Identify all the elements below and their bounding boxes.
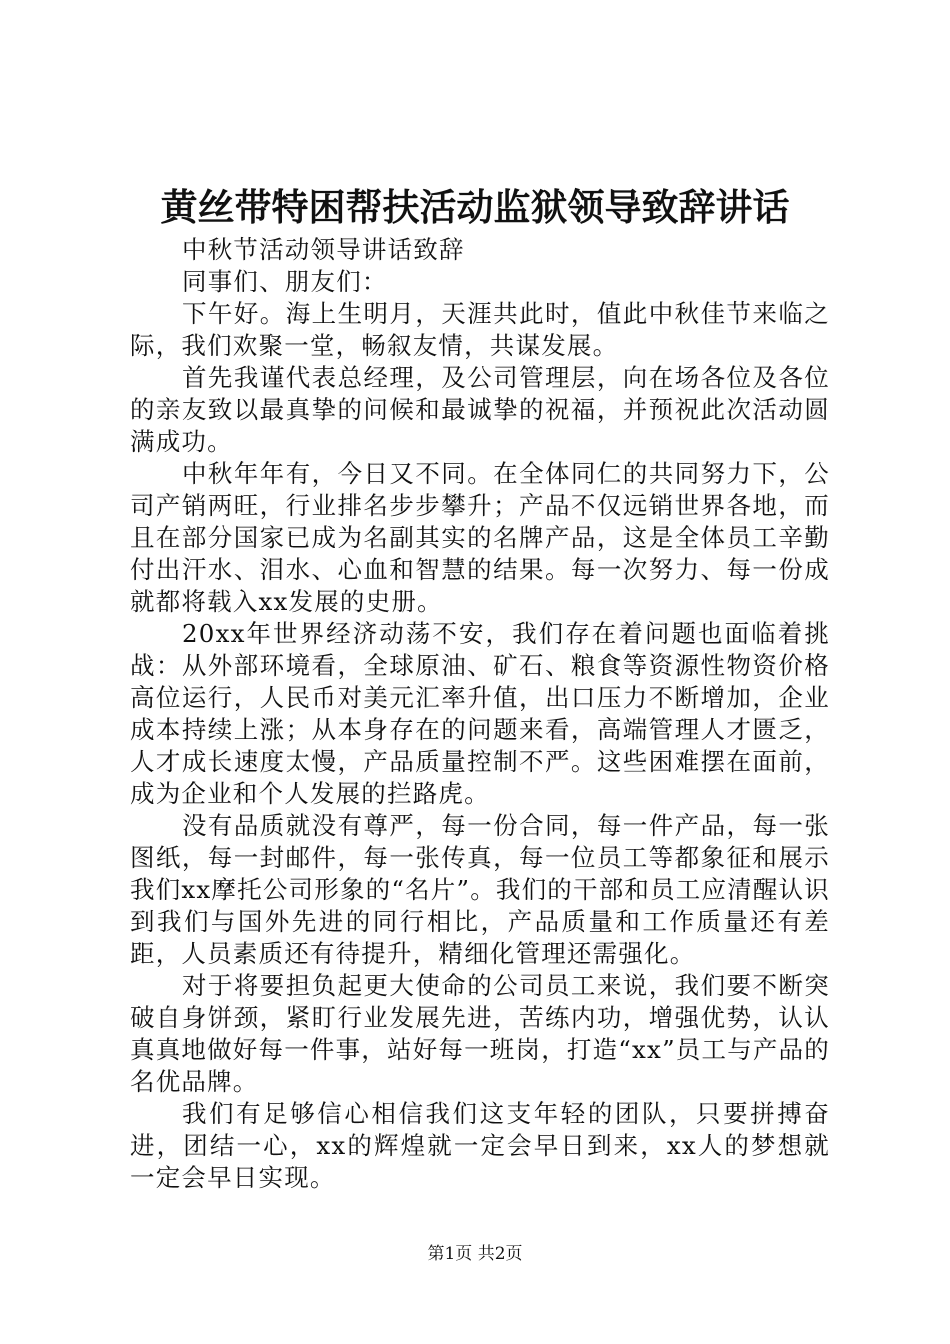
paragraph-mission: 对于将要担负起更大使命的公司员工来说，我们要不断突破自身饼颈，紧盯行业发展先进，苦练内功，增强优势，认认真真地做好每一件事，站好每一班岗，打造“xx”员工与产品的名优品牌。 <box>130 971 830 1096</box>
paragraph-thanks: 首先我谨代表总经理，及公司管理层，向在场各位及各位的亲友致以最真挚的问候和最诚挚的祝福，并预祝此次活动圆满成功。 <box>130 363 830 456</box>
paragraph-greeting: 下午好。海上生明月，天涯共此时，值此中秋佳节来临之际，我们欢聚一堂，畅叙友情，共谋发展。 <box>130 299 830 360</box>
paragraph-salutation: 同事们、朋友们： <box>182 267 388 296</box>
paragraph-subtitle: 中秋节活动领导讲话致辞 <box>182 235 465 264</box>
paragraph-confidence: 我们有足够信心相信我们这支年轻的团队，只要拼搏奋进，团结一心，xx的辉煌就一定会早日到来，xx人的梦想就一定会早日实现。 <box>130 1099 830 1192</box>
paragraph-challenges: 20xx年世界经济动荡不安，我们存在着问题也面临着挑战：从外部环境看，全球原油、矿石、粮食等资源性物资价格高位运行，人民币对美元汇率升值，出口压力不断增加，企业成本持续上涨；从本身存在的问题来看，高端管理人才匮乏，人才成长速度太慢，产品质量控制不严。这些困难摆在面前，成为企业和个人发展的拦路虎。 <box>130 619 830 808</box>
paragraph-quality: 没有品质就没有尊严，每一份合同，每一件产品，每一张图纸，每一封邮件，每一张传真，每一位员工等都象征和展示我们xx摩托公司形象的“名片”。我们的干部和员工应清醒认识到我们与国外先进的同行相比，产品质量和工作质量还有差距，人员素质还有待提升，精细化管理还需强化。 <box>130 811 830 968</box>
document-title: 黄丝带特困帮扶活动监狱领导致辞讲话 <box>160 185 790 229</box>
document-body <box>130 234 830 1194</box>
page-footer: 第1页 共2页 <box>427 1244 523 1264</box>
paragraph-achievements: 中秋年年有，今日又不同。在全体同仁的共同努力下，公司产销两旺，行业排名步步攀升；产品不仅远销世界各地，而且在部分国家已成为名副其实的名牌产品，这是全体员工辛勤付出汗水、泪水、心血和智慧的结果。每一次努力、每一份成就都将载入xx发展的史册。 <box>130 459 830 616</box>
